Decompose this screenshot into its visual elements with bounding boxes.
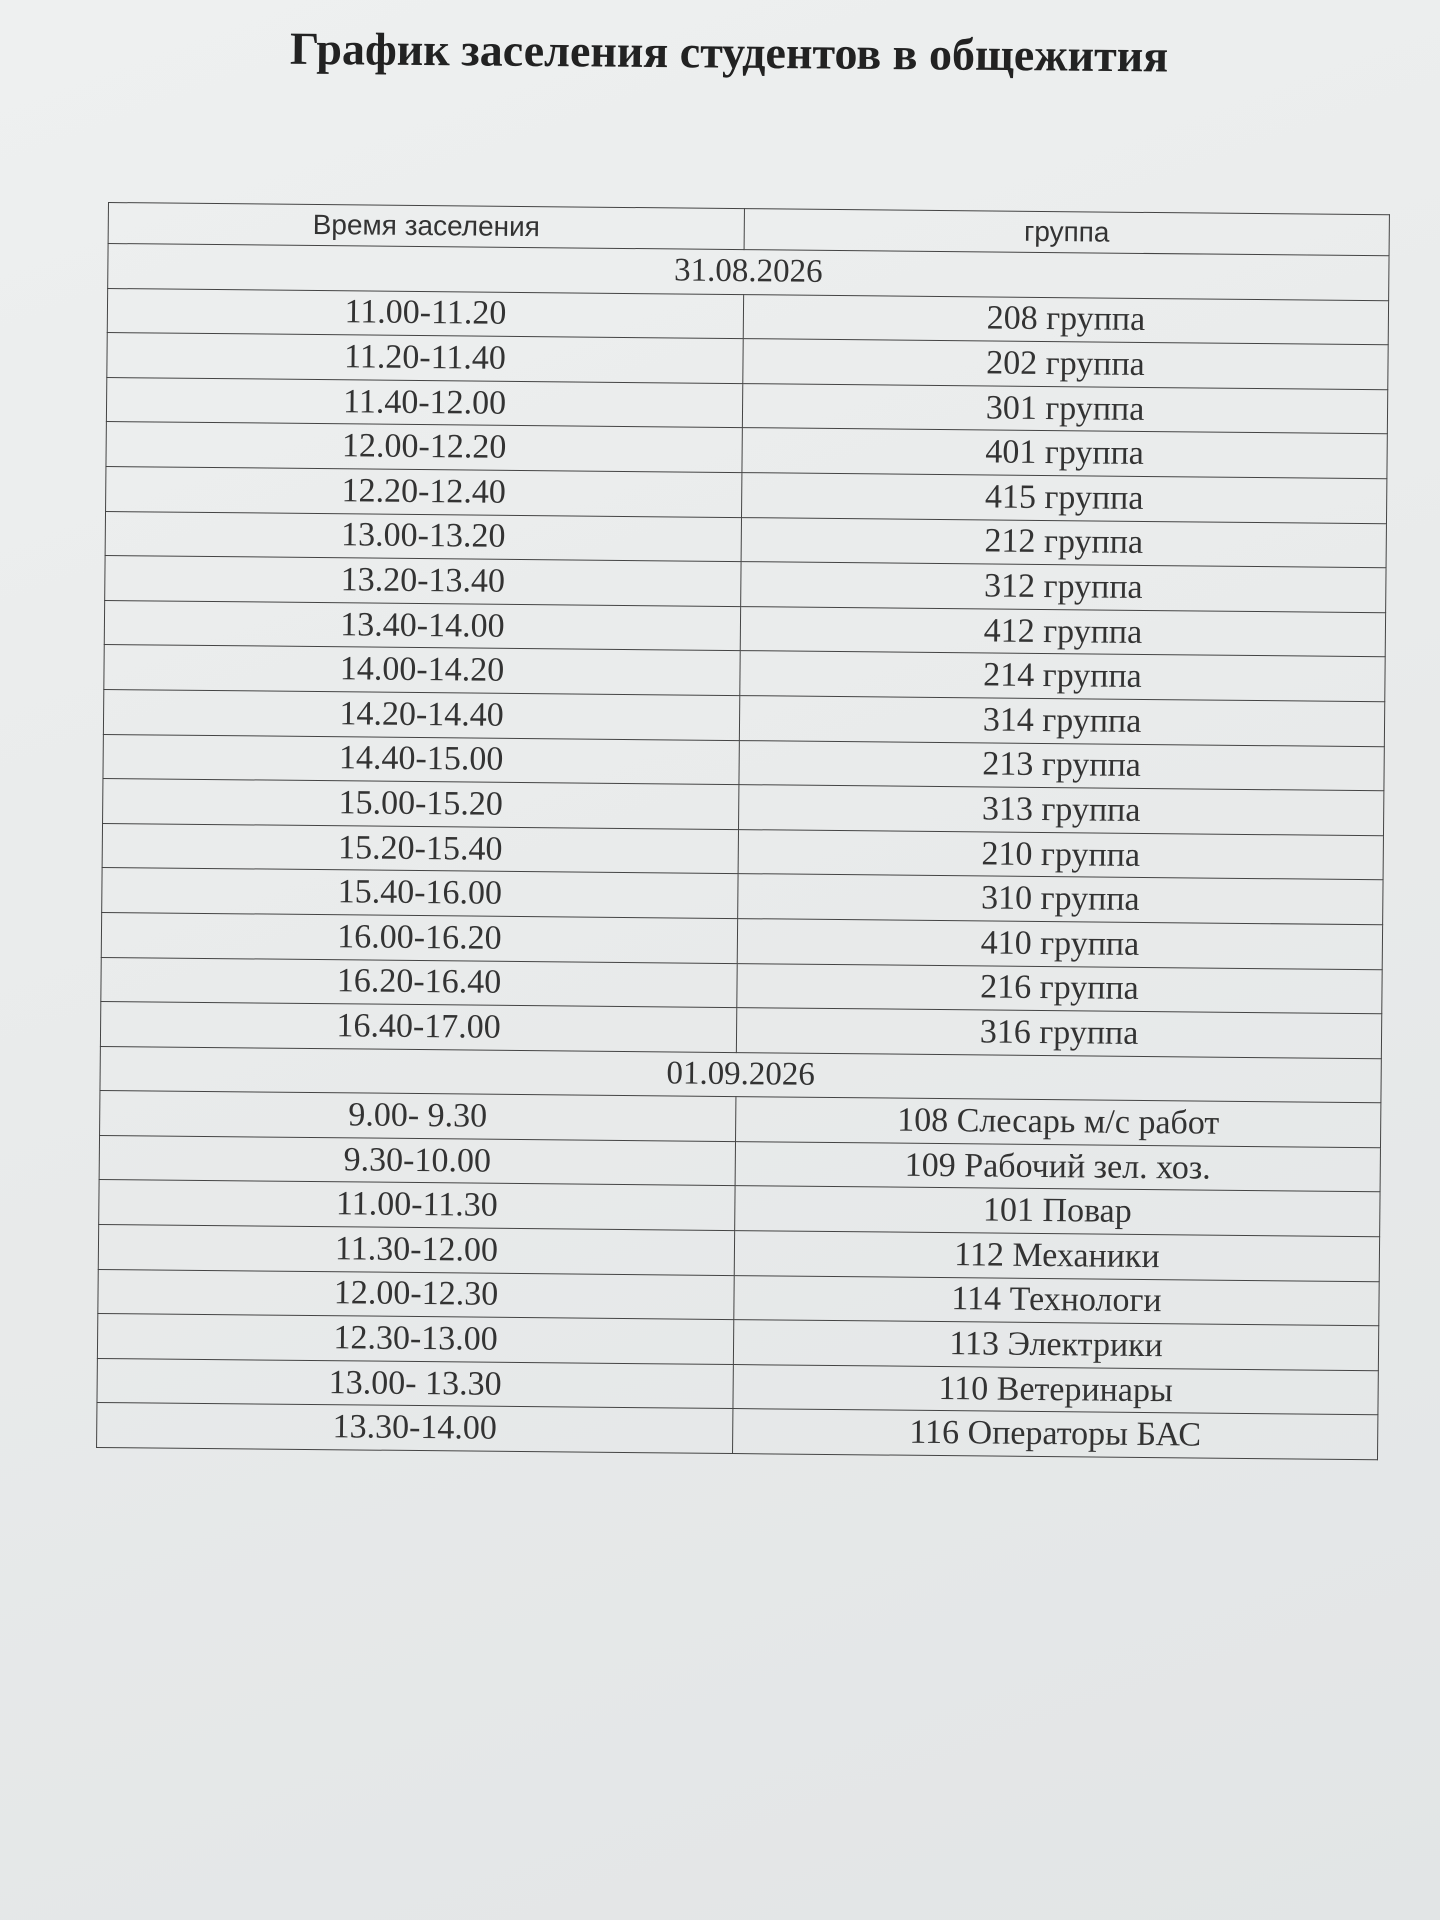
group-cell: 216 группа xyxy=(737,963,1382,1014)
group-cell: 314 группа xyxy=(739,696,1384,747)
group-cell: 202 группа xyxy=(743,339,1388,390)
time-cell: 11.40-12.00 xyxy=(106,377,742,428)
time-cell: 16.40-17.00 xyxy=(100,1002,736,1053)
time-cell: 14.00-14.20 xyxy=(104,645,740,696)
group-cell: 213 группа xyxy=(739,740,1384,791)
group-cell: 310 группа xyxy=(738,874,1383,925)
date-cell: 31.08.2026 xyxy=(108,244,1389,301)
group-cell: 114 Технологи xyxy=(734,1275,1379,1326)
group-cell: 108 Слесарь м/с работ xyxy=(736,1097,1381,1148)
time-cell: 13.00-13.20 xyxy=(105,511,741,562)
group-cell: 313 группа xyxy=(739,785,1384,836)
group-cell: 301 группа xyxy=(742,383,1387,434)
time-cell: 12.00-12.20 xyxy=(106,422,742,473)
time-cell: 15.20-15.40 xyxy=(102,823,738,874)
group-cell: 101 Повар xyxy=(735,1186,1380,1237)
time-cell: 11.00-11.20 xyxy=(107,288,743,339)
group-cell: 208 группа xyxy=(743,294,1388,345)
schedule-table xyxy=(96,202,1390,1460)
time-cell: 11.30-12.00 xyxy=(98,1225,734,1276)
group-cell: 214 группа xyxy=(740,651,1385,702)
group-cell: 316 группа xyxy=(736,1008,1381,1059)
group-cell: 312 группа xyxy=(741,562,1386,613)
group-cell: 412 группа xyxy=(740,606,1385,657)
time-cell: 13.00- 13.30 xyxy=(97,1358,733,1409)
time-cell: 16.20-16.40 xyxy=(101,957,737,1008)
time-cell: 13.40-14.00 xyxy=(104,600,740,651)
time-cell: 16.00-16.20 xyxy=(101,912,737,963)
time-cell: 11.00-11.30 xyxy=(99,1180,735,1231)
time-cell: 14.40-15.00 xyxy=(103,734,739,785)
group-cell: 109 Рабочий зел. хоз. xyxy=(735,1141,1380,1192)
date-cell: 01.09.2026 xyxy=(100,1046,1381,1103)
time-cell: 9.00- 9.30 xyxy=(100,1091,736,1142)
time-cell: 15.40-16.00 xyxy=(102,868,738,919)
time-cell: 15.00-15.20 xyxy=(103,779,739,830)
group-cell: 112 Механики xyxy=(734,1231,1379,1282)
group-cell: 212 группа xyxy=(741,517,1386,568)
schedule-table-container xyxy=(96,202,1390,1460)
group-cell: 210 группа xyxy=(738,829,1383,880)
group-cell: 415 группа xyxy=(742,473,1387,524)
group-cell: 116 Операторы БАС xyxy=(733,1409,1378,1460)
header-time: Время заселения xyxy=(108,203,744,250)
time-cell: 13.20-13.40 xyxy=(105,556,741,607)
time-cell: 13.30-14.00 xyxy=(97,1403,733,1454)
time-cell: 9.30-10.00 xyxy=(99,1135,735,1186)
time-cell: 11.20-11.40 xyxy=(107,333,743,384)
time-cell: 14.20-14.40 xyxy=(103,689,739,740)
header-group: группа xyxy=(744,209,1389,256)
time-cell: 12.00-12.30 xyxy=(98,1269,734,1320)
group-cell: 110 Ветеринары xyxy=(733,1364,1378,1415)
group-cell: 113 Электрики xyxy=(733,1320,1378,1371)
group-cell: 401 группа xyxy=(742,428,1387,479)
time-cell: 12.20-12.40 xyxy=(106,466,742,517)
time-cell: 12.30-13.00 xyxy=(97,1314,733,1365)
page-title: График заселения студентов в общежития xyxy=(289,22,1169,82)
group-cell: 410 группа xyxy=(737,918,1382,969)
